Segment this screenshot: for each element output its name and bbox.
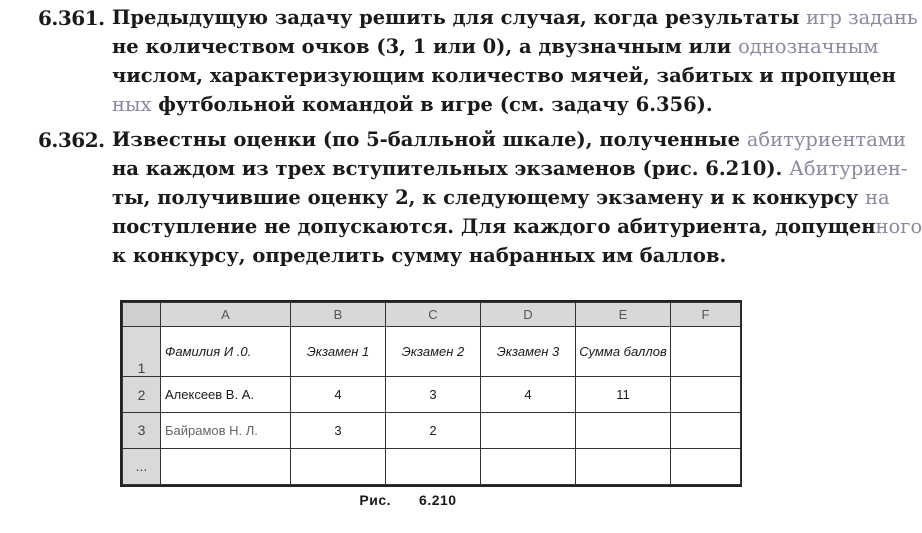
text-span: футбольной командой в игре (см. задачу 6.356). bbox=[151, 93, 713, 116]
text-span: на каждом из трех вступительных экзаменов (рис. 6.210). bbox=[112, 157, 790, 180]
text-span-faded: ных bbox=[112, 93, 152, 116]
caption-number: 6.210 bbox=[419, 492, 457, 508]
row-number: ... bbox=[123, 448, 161, 484]
column-header: D bbox=[481, 303, 576, 327]
problem-text-line bbox=[112, 155, 908, 183]
cell: Алексеев В. А. bbox=[161, 377, 291, 413]
spreadsheet-table bbox=[122, 302, 741, 485]
problem-text-line bbox=[112, 242, 806, 270]
problem-text-line bbox=[112, 184, 890, 212]
cell bbox=[291, 448, 386, 484]
cell: Сумма баллов bbox=[576, 326, 671, 376]
table-row bbox=[123, 377, 741, 413]
cell: Экзамен 1 bbox=[291, 326, 386, 376]
cell: Фамилия И .0. bbox=[161, 326, 291, 376]
text-span: к конкурсу, определить сумму набранных им баллов. bbox=[112, 244, 727, 267]
caption-prefix: Рис. bbox=[359, 492, 392, 508]
cell bbox=[481, 448, 576, 484]
text-span: Известны оценки (по 5-балльной шкале), полученные bbox=[112, 128, 747, 151]
text-span: Предыдущую задачу решить для случая, когда результаты bbox=[112, 6, 807, 29]
cell: 2 bbox=[386, 413, 481, 449]
cell: 3 bbox=[386, 377, 481, 413]
column-header: A bbox=[161, 303, 291, 327]
cell bbox=[576, 448, 671, 484]
problem-text-line bbox=[112, 126, 907, 154]
cell: Экзамен 3 bbox=[481, 326, 576, 376]
problem-number: 6.361. bbox=[38, 6, 105, 30]
text-span-faded: абитуриентами bbox=[746, 128, 907, 151]
column-header: E bbox=[576, 303, 671, 327]
cell: 11 bbox=[576, 377, 671, 413]
column-header: B bbox=[291, 303, 386, 327]
text-span: числом, характеризующим количество мячей, забитых и пропущен bbox=[112, 64, 896, 87]
text-span-faded: ного bbox=[875, 215, 922, 238]
cell bbox=[386, 448, 481, 484]
problem-number: 6.362. bbox=[38, 128, 105, 152]
problem-text-line bbox=[112, 4, 918, 32]
problem-text-line bbox=[112, 213, 922, 241]
text-span-faded: однозначным bbox=[738, 35, 879, 58]
text-span: поступление не допускаются. Для каждого абитуриента, допущен bbox=[112, 215, 876, 238]
cell: Экзамен 2 bbox=[386, 326, 481, 376]
cell bbox=[481, 413, 576, 449]
cell: Байрамов Н. Л. bbox=[161, 413, 291, 449]
table-row bbox=[123, 413, 741, 449]
text-span-faded: игр задань bbox=[806, 6, 918, 29]
cell: 4 bbox=[481, 377, 576, 413]
cell bbox=[671, 377, 741, 413]
cell bbox=[161, 448, 291, 484]
corner-cell bbox=[123, 303, 161, 327]
column-header: C bbox=[386, 303, 481, 327]
text-span: ты, получившие оценку 2, к следующему экзамену и к конкурсу bbox=[112, 186, 866, 209]
column-header-row bbox=[123, 303, 741, 327]
text-span-faded: Абитуриен- bbox=[789, 157, 908, 180]
table-row bbox=[123, 448, 741, 484]
problem-text-line bbox=[112, 91, 806, 119]
figure-caption bbox=[0, 492, 816, 508]
cell bbox=[671, 448, 741, 484]
problem-text-line bbox=[112, 62, 896, 90]
cell bbox=[671, 413, 741, 449]
text-span: не количеством очков (3, 1 или 0), а двузначным или bbox=[112, 35, 739, 58]
cell: 3 bbox=[291, 413, 386, 449]
problem-text-line bbox=[112, 33, 879, 61]
row-number: 2 bbox=[123, 377, 161, 413]
row-number: 3 bbox=[123, 413, 161, 449]
spreadsheet-figure bbox=[120, 300, 742, 487]
cell: 4 bbox=[291, 377, 386, 413]
column-header: F bbox=[671, 303, 741, 327]
text-span-faded: на bbox=[865, 186, 890, 209]
cell bbox=[671, 326, 741, 376]
row-number: 1 bbox=[123, 326, 161, 376]
cell bbox=[576, 413, 671, 449]
table-row bbox=[123, 326, 741, 376]
